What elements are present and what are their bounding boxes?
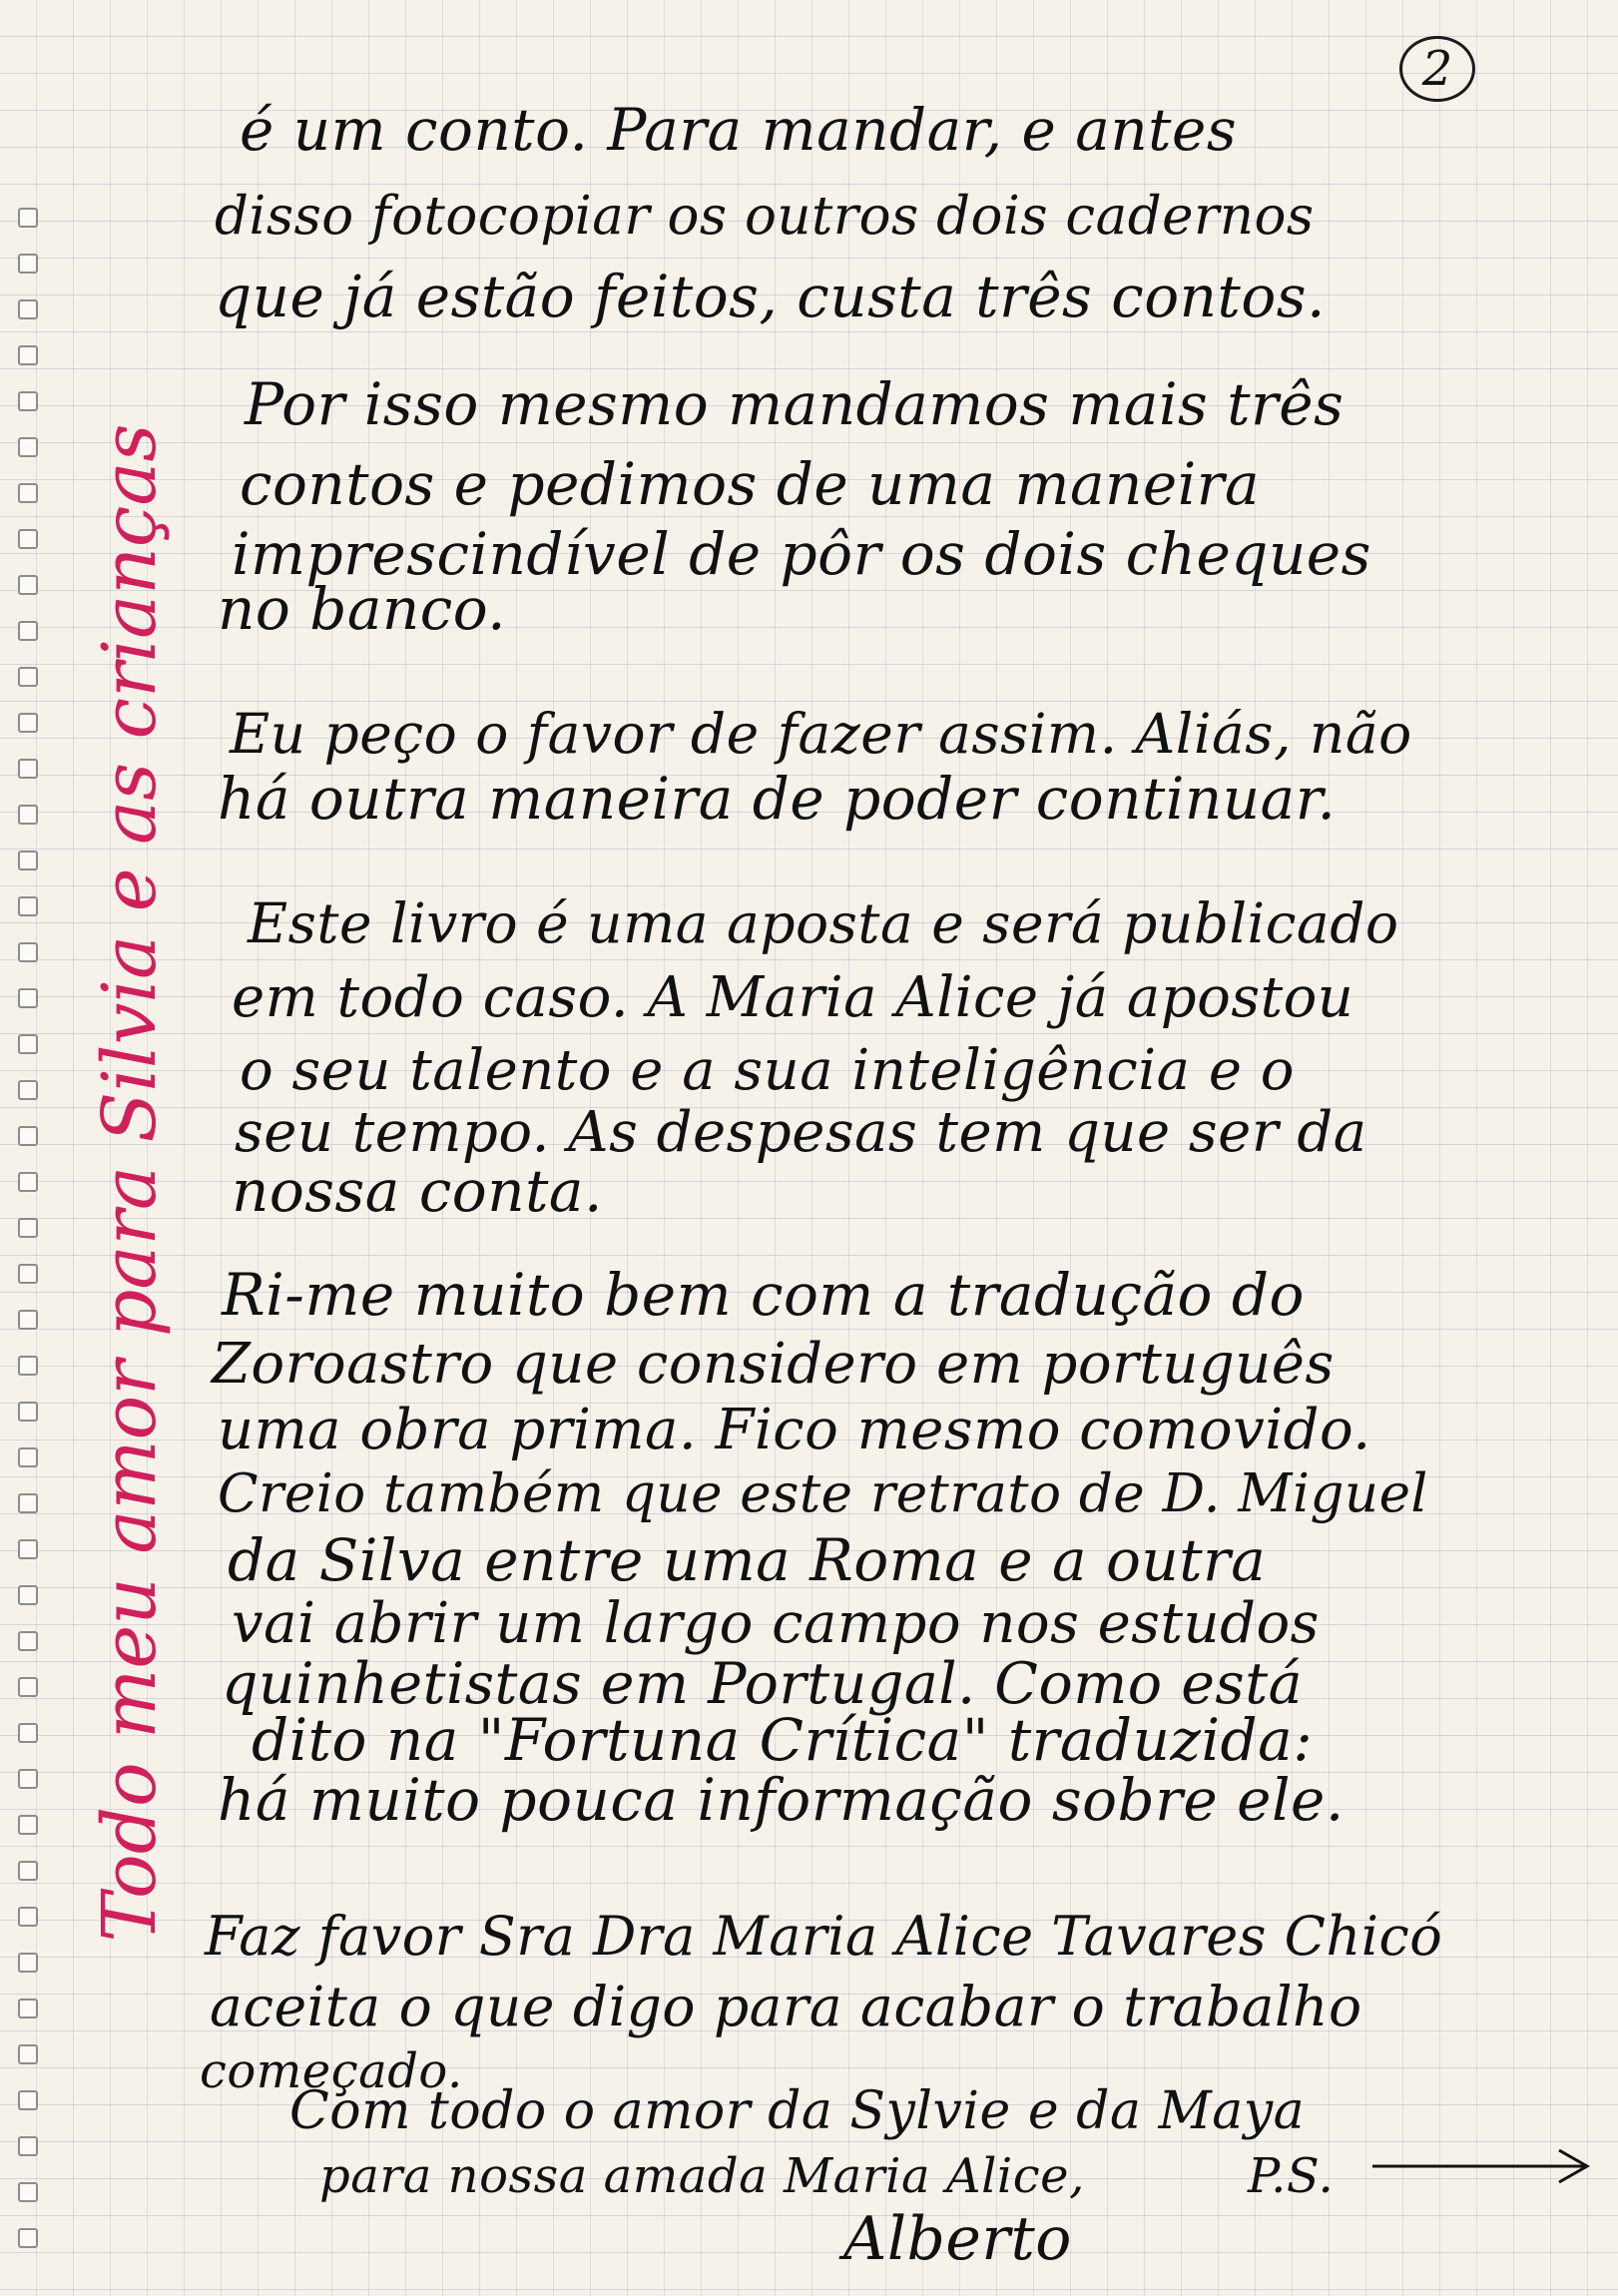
binding-hole <box>18 1080 38 1100</box>
binding-hole <box>18 299 38 319</box>
binding-hole <box>18 988 38 1008</box>
text-line: em todo caso. A Maria Alice já apostou <box>232 965 1354 1030</box>
binding-hole <box>18 1034 38 1054</box>
text-line: uma obra prima. Fico mesmo comovido. <box>218 1398 1371 1462</box>
text-line: vai abrir um largo campo nos estudos <box>232 1591 1320 1656</box>
text-line: disso fotocopiar os outros dois cadernos <box>215 186 1315 247</box>
binding-hole <box>18 437 38 457</box>
text-line: Faz favor Sra Dra Maria Alice Tavares Chicó <box>205 1905 1443 1968</box>
margin-note: Todo meu amor para Silvia e as crianças <box>87 423 173 1943</box>
text-line: imprescindível de pôr os dois cheques <box>232 520 1371 588</box>
binding-hole <box>18 254 38 274</box>
text-line: Creio também que este retrato de D. Miguel <box>218 1463 1428 1524</box>
text-line: Este livro é uma aposta e será publicado <box>248 891 1399 955</box>
text-line: quinhetistas em Portugal. Como está <box>222 1651 1304 1717</box>
binding-hole <box>18 1677 38 1697</box>
text-line: começado. <box>200 2043 463 2099</box>
binding-hole <box>18 851 38 870</box>
binding-hole <box>18 345 38 365</box>
binding-hole <box>18 942 38 962</box>
binding-hole <box>18 1723 38 1743</box>
text-line: há outra maneira de poder continuar. <box>218 765 1337 833</box>
text-line: Por isso mesmo mandamos mais três <box>245 370 1345 438</box>
binding-hole <box>18 1953 38 1973</box>
binding-hole <box>18 2182 38 2202</box>
text-line: seu tempo. As despesas tem que ser da <box>235 1100 1367 1165</box>
binding-hole <box>18 621 38 641</box>
text-line: da Silva entre uma Roma e a outra <box>228 1526 1267 1594</box>
text-line: nossa conta. <box>232 1157 603 1225</box>
binding-hole <box>18 1356 38 1376</box>
binding-hole <box>18 896 38 916</box>
binding-hole <box>18 1493 38 1513</box>
text-line: o seu talento e a sua inteligência e o <box>240 1038 1296 1103</box>
binding-hole <box>18 483 38 503</box>
text-line: aceita o que digo para acabar o trabalho <box>210 1975 1362 2038</box>
closing-line: Com todo o amor da Sylvie e da Maya <box>289 2081 1306 2141</box>
binding-hole <box>18 805 38 825</box>
binding-hole <box>18 1218 38 1238</box>
binding-hole <box>18 713 38 733</box>
binding-hole <box>18 1907 38 1927</box>
text-line: Eu peço o favor de fazer assim. Aliás, não <box>230 702 1412 766</box>
binding-hole <box>18 2136 38 2156</box>
spiral-binding <box>0 0 60 2296</box>
binding-hole <box>18 1447 38 1467</box>
text-line: há muito pouca informação sobre ele. <box>218 1766 1345 1834</box>
binding-hole <box>18 529 38 549</box>
binding-hole <box>18 667 38 687</box>
binding-hole <box>18 1769 38 1789</box>
postscript-label: P.S. <box>1248 2148 1335 2204</box>
binding-hole <box>18 1631 38 1651</box>
binding-hole <box>18 1539 38 1559</box>
binding-hole <box>18 1585 38 1605</box>
text-line: contos e pedimos de uma maneira <box>240 450 1261 518</box>
closing-line: para nossa amada Maria Alice, <box>319 2148 1085 2204</box>
binding-hole <box>18 1310 38 1330</box>
arrow-right-icon <box>1367 2136 1597 2196</box>
binding-hole <box>18 1402 38 1422</box>
text-line: é um conto. Para mandar, e antes <box>240 96 1238 164</box>
binding-hole <box>18 575 38 595</box>
binding-hole <box>18 2090 38 2110</box>
text-line: Zoroastro que considero em português <box>212 1332 1335 1397</box>
binding-hole <box>18 1264 38 1284</box>
signature: Alberto <box>843 2204 1072 2274</box>
text-line: Ri-me muito bem com a tradução do <box>222 1261 1305 1329</box>
text-line: dito na "Fortuna Crítica" traduzida: <box>252 1706 1314 1774</box>
binding-hole <box>18 208 38 228</box>
binding-hole <box>18 2228 38 2248</box>
binding-hole <box>18 391 38 411</box>
page-number: 2 <box>1399 36 1475 102</box>
text-line: no banco. <box>218 575 507 643</box>
binding-hole <box>18 1126 38 1146</box>
binding-hole <box>18 2044 38 2064</box>
text-line: que já estão feitos, custa três contos. <box>215 263 1326 330</box>
binding-hole <box>18 1815 38 1835</box>
binding-hole <box>18 759 38 779</box>
binding-hole <box>18 1861 38 1881</box>
binding-hole <box>18 1999 38 2018</box>
binding-hole <box>18 1172 38 1192</box>
